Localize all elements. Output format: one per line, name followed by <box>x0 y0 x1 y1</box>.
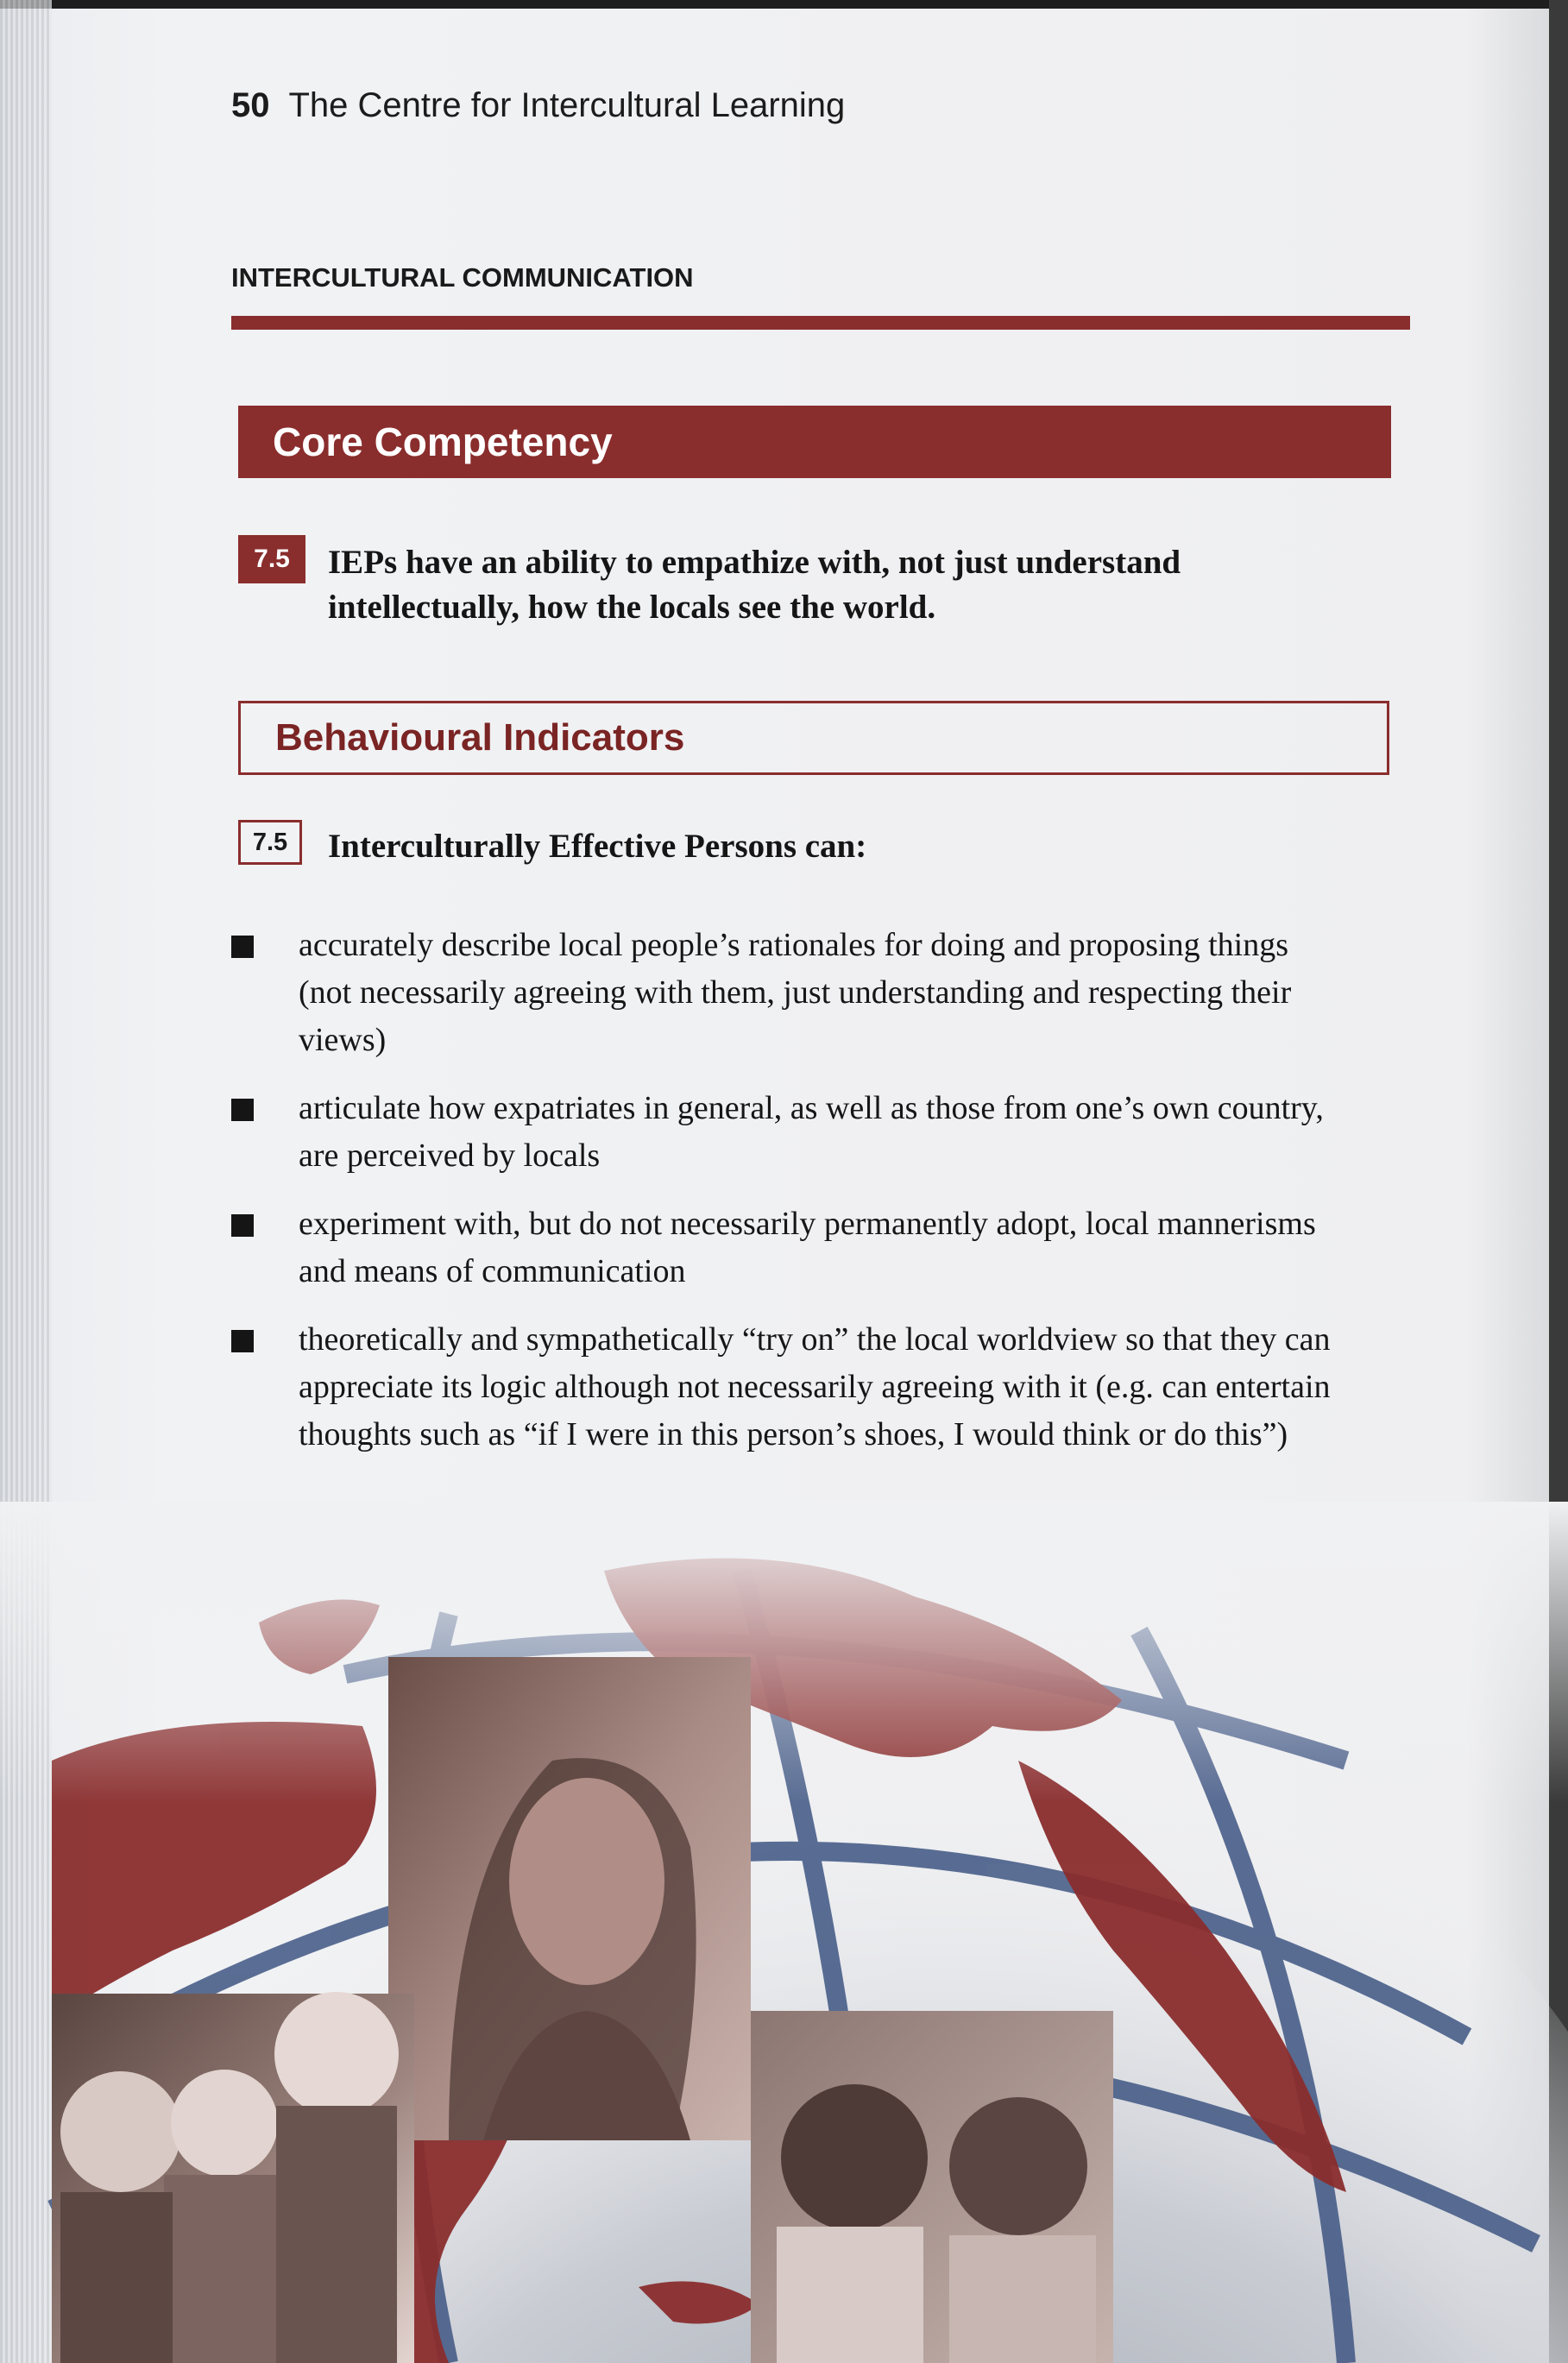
core-competency-number-badge: 7.5 <box>238 535 305 583</box>
section-label: INTERCULTURAL COMMUNICATION <box>231 262 694 293</box>
behavioural-indicators-number-badge: 7.5 <box>238 820 302 865</box>
behavioural-indicators-intro: Interculturally Effective Persons can: <box>328 828 867 865</box>
section-rule <box>231 316 1410 330</box>
scan-top-edge <box>0 0 1568 9</box>
bullet-square-icon <box>231 1099 254 1121</box>
list-item-text: articulate how expatriates in general, as well as those from one’s own country, are perceived by locals <box>299 1090 1324 1174</box>
photo-woman <box>388 1657 751 2140</box>
list-item <box>231 1200 1344 1295</box>
photo-children <box>52 1992 414 2363</box>
bullet-square-icon <box>231 1330 254 1352</box>
list-item-text: accurately describe local people’s rationales for doing and proposing things (not necessarily agreeing with them, just understanding and respecting their views) <box>299 927 1292 1058</box>
bullet-square-icon <box>231 936 254 958</box>
globe-photo-collage <box>0 1502 1568 2363</box>
photo-men <box>751 2011 1113 2363</box>
page-number: 50 <box>231 86 270 124</box>
running-header <box>231 86 845 125</box>
core-competency-heading: Core Competency <box>238 406 1391 478</box>
running-title: The Centre for Intercultural Learning <box>288 86 846 124</box>
list-item <box>231 1316 1344 1459</box>
indicator-list <box>231 922 1344 1479</box>
list-item-text: experiment with, but do not necessarily permanently adopt, local mannerisms and means of communication <box>299 1206 1316 1289</box>
list-item <box>231 922 1344 1064</box>
behavioural-indicators-heading: Behavioural Indicators <box>238 701 1389 775</box>
bullet-square-icon <box>231 1214 254 1237</box>
core-competency-statement: IEPs have an ability to empathize with, not just understand intellectually, how the locals see the world. <box>328 544 1181 626</box>
list-item-text: theoretically and sympathetically “try on” the local worldview so that they can appreciate its logic although not necessarily agreeing with it (e.g. can entertain thoughts such as “if I were in this person’s shoes, I would think or do this”) <box>299 1321 1331 1452</box>
list-item <box>231 1085 1344 1180</box>
